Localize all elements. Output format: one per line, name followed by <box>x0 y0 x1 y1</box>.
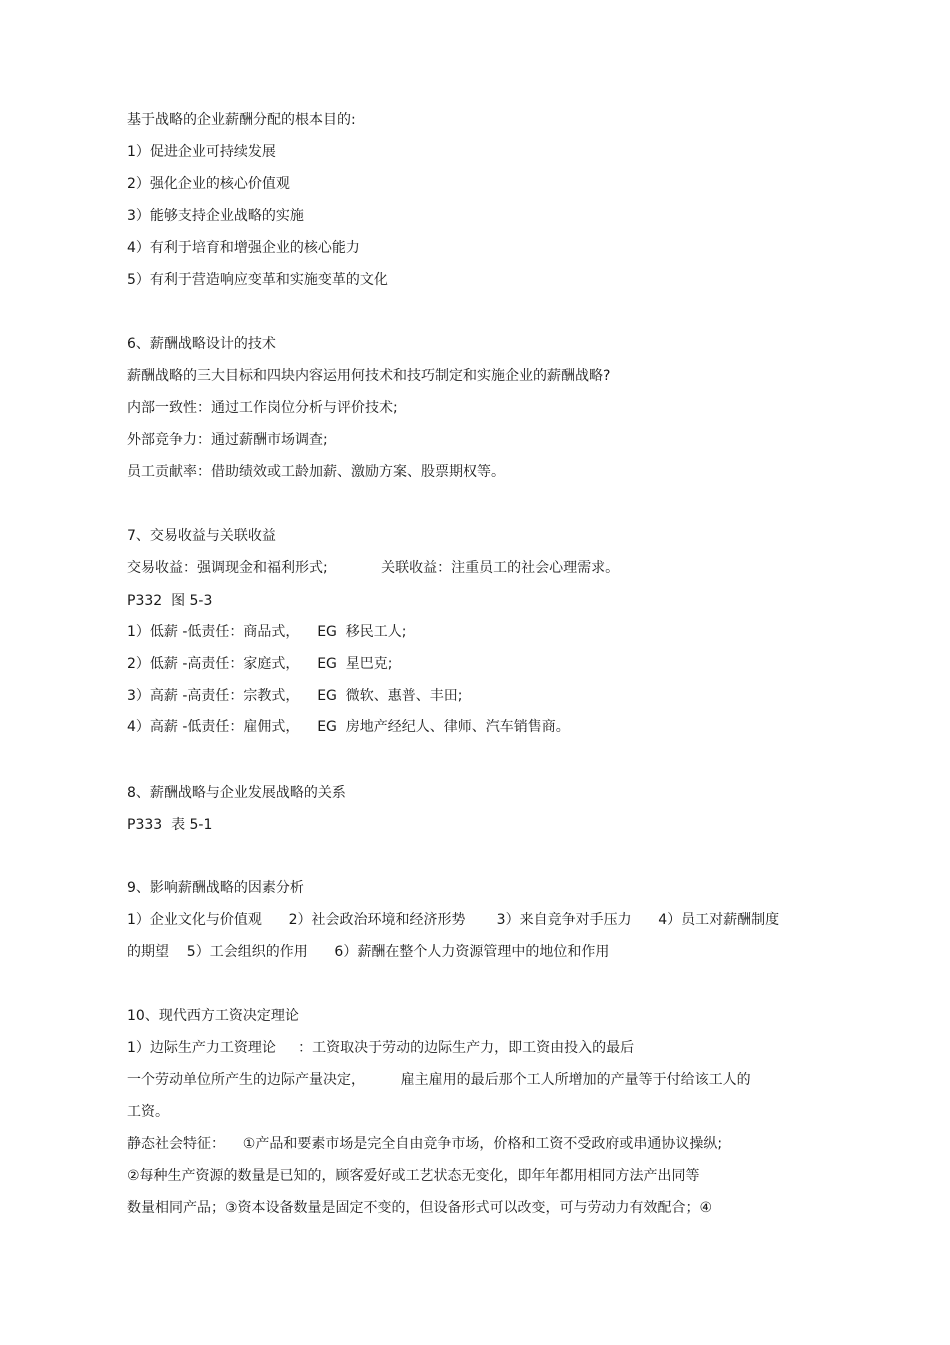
text-line: 工资。 <box>127 1104 169 1120</box>
text-line: 员工贡献率：借助绩效或工龄加薪、激励方案、股票期权等。 <box>127 464 505 480</box>
text-line: 的期望 5）工会组织的作用 6）薪酬在整个人力资源管理中的地位和作用 <box>127 944 610 960</box>
text-line: 内部一致性：通过工作岗位分析与评价技术; <box>127 400 398 416</box>
text-line: 交易收益：强调现金和福利形式; 关联收益：注重员工的社会心理需求。 <box>127 560 620 576</box>
text-line: 基于战略的企业薪酬分配的根本目的: <box>127 112 356 128</box>
text-line: 4）高薪 -低责任：雇佣式， EG 房地产经纪人、律师、汽车销售商。 <box>127 719 570 735</box>
text-line: 4）有利于培育和增强企业的核心能力 <box>127 240 360 256</box>
section-heading: 8、薪酬战略与企业发展战略的关系 <box>127 785 346 801</box>
text-line: 外部竞争力：通过薪酬市场调查; <box>127 432 328 448</box>
text-line: 静态社会特征： ①产品和要素市场是完全自由竞争市场，价格和工资不受政府或串通协议操纵; <box>127 1136 723 1152</box>
text-line: P333 表 5-1 <box>127 817 213 833</box>
section-heading: 7、交易收益与关联收益 <box>127 528 276 544</box>
text-line: P332 图 5-3 <box>127 593 213 609</box>
section-heading: 10、现代西方工资决定理论 <box>127 1008 299 1024</box>
text-line: 2）强化企业的核心价值观 <box>127 176 290 192</box>
text-line: 3）能够支持企业战略的实施 <box>127 208 304 224</box>
text-line: 一个劳动单位所产生的边际产量决定， 雇主雇用的最后那个工人所增加的产量等于付给该工人的 <box>127 1072 751 1088</box>
text-line: 1）企业文化与价值观 2）社会政治环境和经济形势 3）来自竞争对手压力 4）员工对薪酬制度 <box>127 912 780 928</box>
section-heading: 9、影响薪酬战略的因素分析 <box>127 880 304 896</box>
text-line: ②每种生产资源的数量是已知的，顾客爱好或工艺状态无变化，即年年都用相同方法产出同等 <box>127 1168 700 1184</box>
section-heading: 6、薪酬战略设计的技术 <box>127 336 276 352</box>
text-line: 薪酬战略的三大目标和四块内容运用何技术和技巧制定和实施企业的薪酬战略? <box>127 368 611 384</box>
text-line: 3）高薪 -高责任：宗教式， EG 微软、惠普、丰田; <box>127 688 463 704</box>
text-line: 数量相同产品；③资本设备数量是固定不变的，但设备形式可以改变，可与劳动力有效配合；④ <box>127 1200 713 1216</box>
text-line: 2）低薪 -高责任：家庭式， EG 星巴克; <box>127 656 393 672</box>
text-line: 1）促进企业可持续发展 <box>127 144 276 160</box>
text-line: 1）低薪 -低责任：商品式， EG 移民工人; <box>127 624 407 640</box>
text-line: 5）有利于营造响应变革和实施变革的文化 <box>127 272 388 288</box>
text-line: 1）边际生产力工资理论 ：工资取决于劳动的边际生产力，即工资由投入的最后 <box>127 1040 635 1056</box>
